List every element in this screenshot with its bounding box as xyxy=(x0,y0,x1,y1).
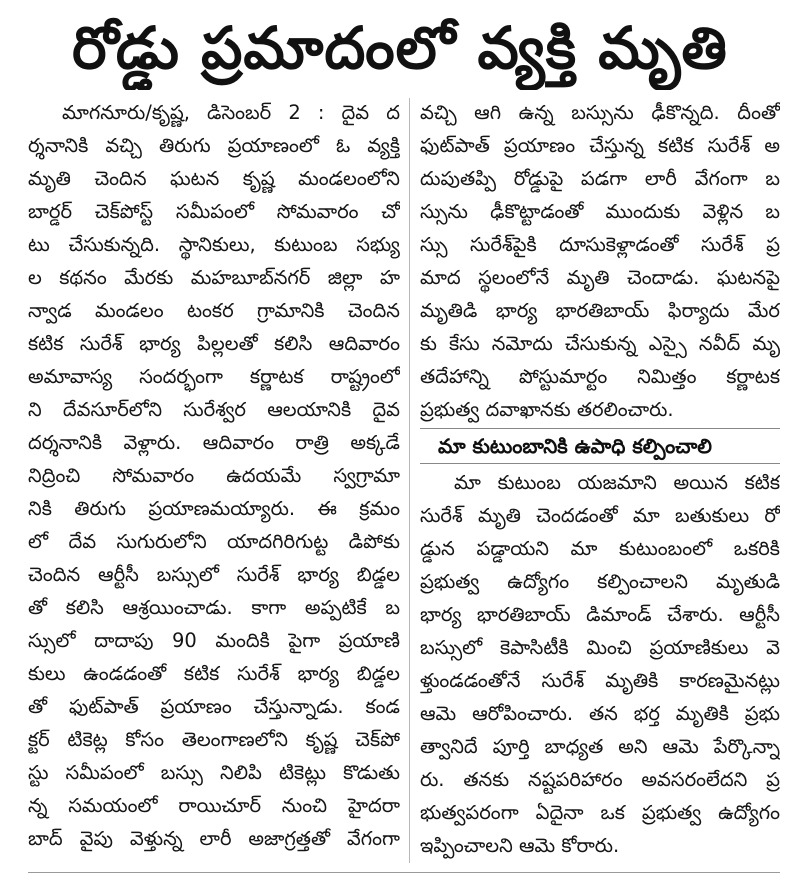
text-line: దుపుతప్పి రోడ్డుపై పడగా లారీ వేగంగా బ xyxy=(420,167,780,190)
text-line: త్వానిదే పూర్తి బాధ్యత అని ఆమె పేర్కొన్నా xyxy=(420,735,780,758)
text-line: స్సు సురేశ్‌పైకి దూసుకెళ్లాడంతో సురేశ్ ప్ర xyxy=(420,233,780,256)
text-line: సురేశ్ మృతి చెందడంతో మా బతుకులు రో xyxy=(420,504,780,527)
text-line: ర్శనానికి వచ్చి తిరుగు ప్రయాణంలో ఓ వ్యక్తి xyxy=(28,134,400,157)
text-line: టు చేసుకున్నది. స్థానికులు, కుటుంబ సభ్యు xyxy=(28,233,400,256)
text-line: ఇప్పించాలని ఆమె కోరారు. xyxy=(420,834,620,857)
text-line: ఆమె ఆరోపించారు. తన భర్త మృతికి ప్రభు xyxy=(420,702,780,725)
subheading: మా కుటుంబానికి ఉపాధి కల్పించాలి xyxy=(420,428,780,464)
text-line: మా కుటుంబ యజమాని అయిన కటిక xyxy=(454,471,780,494)
text-line: నిద్రించి సోమవారం ఉదయమే స్వగ్రామా xyxy=(28,464,400,487)
text-line: డ్డున పడ్డాయని మా కుటుంబంలో ఒకరికి xyxy=(420,537,780,560)
text-line: మృతిడి భార్య భారతిబాయ్ ఫిర్యాదు మేర xyxy=(420,299,780,322)
text-line: తదేహాన్ని పోస్టుమార్టం నిమిత్తం కర్ణాటక xyxy=(420,365,780,388)
text-line: కులు ఉండడంతో కటిక సురేశ్ భార్య బిడ్డల xyxy=(28,662,400,685)
text-line: తో ఫుట్‌పాత్ ప్రయాణం చేస్తున్నాడు. కండ xyxy=(28,695,400,718)
headline: రోడ్డు ప్రమాదంలో వ్యక్తి మృతి xyxy=(72,14,728,82)
text-line: ని దేవసూర్‌లోని సురేశ్వర ఆలయానికి దైవ xyxy=(28,398,400,421)
text-line: దర్శనానికి వెళ్లారు. ఆదివారం రాత్రి అక్కడే xyxy=(28,431,400,454)
bottom-divider xyxy=(28,872,780,873)
text-line: రు. తనకు నష్టపరిహారం అవసరంలేదని ప్ర xyxy=(420,768,780,791)
text-line: న్న సమయంలో రాయిచూర్ నుంచి హైదరా xyxy=(28,794,400,817)
text-line: ల కథనం మేరకు మహబూబ్‌నగర్ జిల్లా హ xyxy=(28,266,400,289)
text-line: భార్య భారతిబాయ్ డిమాండ్ చేశారు. ఆర్టీసీ xyxy=(420,603,780,626)
text-line: నికి తిరుగు ప్రయాణమయ్యారు. ఈ క్రమం xyxy=(28,497,400,520)
text-line: మాగనూరు/కృష్ణ, డిసెంబర్ 2 : దైవ ద xyxy=(62,101,400,124)
text-line: ప్రభుత్వ ఉద్యోగం కల్పించాలని మృతుడి xyxy=(420,570,780,593)
text-line: ఫుట్‌పాత్ ప్రయాణం చేస్తున్న కటిక సురేశ్ అ xyxy=(420,134,780,157)
text-line: న్వాడ మండలం టంకర గ్రామానికి చెందిన xyxy=(28,299,400,322)
text-line: మృతి చెందిన ఘటన కృష్ణ మండలంలోని xyxy=(28,167,400,190)
text-line: వచ్చి ఆగి ఉన్న బస్సును ఢీకొన్నది. దీంతో xyxy=(420,101,780,124)
text-line: కటిక సురేశ్ భార్య పిల్లలతో కలిసి ఆదివారం xyxy=(28,332,400,355)
text-line: కు కేసు నమోదు చేసుకున్న ఎస్సై నవీద్ మృ xyxy=(420,332,780,355)
article-column-left xyxy=(28,96,400,866)
text-line: ప్రభుత్వ దవాఖానకు తరలించారు. xyxy=(420,398,674,421)
column-divider xyxy=(409,98,410,863)
text-line: లో దేవ సుగురులోని యాదగిరిగుట్ట డిపోకు xyxy=(28,530,400,553)
text-line: బార్డర్ చెక్‌పోస్ట్ సమీపంలో సోమవారం చో xyxy=(28,200,400,223)
text-line: భుత్వపరంగా ఏదైనా ఒక ప్రభుత్వ ఉద్యోగం xyxy=(420,801,780,824)
text-line: స్సును ఢీకొట్టాడంతో ముందుకు వెళ్లిన బ xyxy=(420,200,780,223)
text-line: తో కలిసి ఆశ్రయించాడు. కాగా అప్పటికే బ xyxy=(28,596,400,619)
text-line: అమావాస్య సందర్భంగా కర్ణాటక రాష్ట్రంలో xyxy=(28,365,400,388)
article-column-right xyxy=(420,96,780,866)
text-line: బస్సులో కెపాసిటీకి మించి ప్రయాణికులు వె xyxy=(420,636,780,659)
text-line: బాద్ వైపు వెళ్తున్న లారీ అజాగ్రత్తతో వేగంగా xyxy=(28,827,400,850)
text-line: స్టు సమీపంలో బస్సు నిలిపి టికెట్లు కొడుతు xyxy=(28,761,400,784)
text-line: ళ్తుండడంతోనే సురేశ్ మృతికి కారణమైనట్లు xyxy=(420,669,780,692)
text-line: స్సులో దాదాపు 90 మందికి పైగా ప్రయాణి xyxy=(28,629,400,652)
text-line: క్టర్ టికెట్ల కోసం తెలంగాణలోని కృష్ణ చెక్‌పో xyxy=(28,728,400,751)
text-line: మాద స్థలంలోనే మృతి చెందాడు. ఘటనపై xyxy=(420,266,780,289)
text-line: చెందిన ఆర్టీసీ బస్సులో సురేశ్ భార్య బిడ్డల xyxy=(28,563,400,586)
